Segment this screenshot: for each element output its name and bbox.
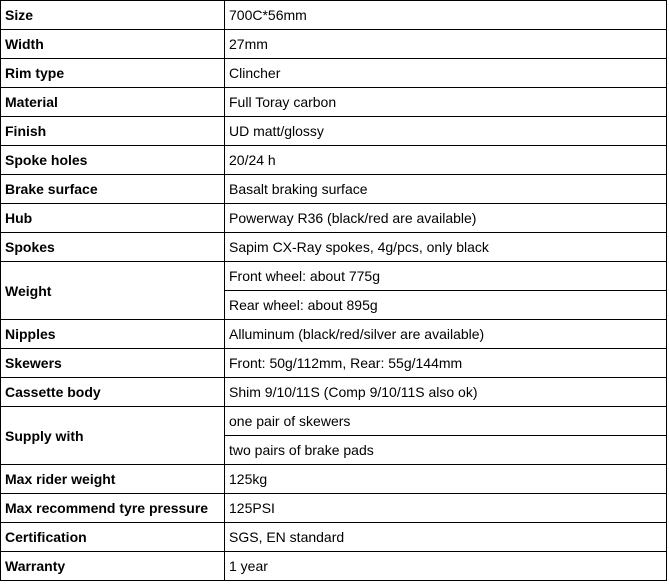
spec-label: Size (1, 1, 225, 30)
spec-value: 27mm (225, 30, 667, 59)
spec-label: Certification (1, 523, 225, 552)
spec-value: 125PSI (225, 494, 667, 523)
spec-label: Width (1, 30, 225, 59)
table-row (1, 552, 667, 581)
table-row (1, 349, 667, 378)
table-row (1, 523, 667, 552)
spec-value: 125kg (225, 465, 667, 494)
spec-label: Cassette body (1, 378, 225, 407)
table-row (1, 117, 667, 146)
table-row (1, 146, 667, 175)
table-row (1, 262, 667, 291)
spec-value: one pair of skewers (225, 407, 667, 436)
spec-label: Finish (1, 117, 225, 146)
table-row (1, 1, 667, 30)
spec-label: Weight (1, 262, 225, 320)
spec-label: Nipples (1, 320, 225, 349)
spec-label: Max recommend tyre pressure (1, 494, 225, 523)
spec-value: 20/24 h (225, 146, 667, 175)
spec-value: UD matt/glossy (225, 117, 667, 146)
table-row (1, 494, 667, 523)
spec-value: Shim 9/10/11S (Comp 9/10/11S also ok) (225, 378, 667, 407)
spec-value: Powerway R36 (black/red are available) (225, 204, 667, 233)
spec-value: Rear wheel: about 895g (225, 291, 667, 320)
spec-label: Rim type (1, 59, 225, 88)
spec-value: Front: 50g/112mm, Rear: 55g/144mm (225, 349, 667, 378)
table-row (1, 378, 667, 407)
spec-label: Brake surface (1, 175, 225, 204)
spec-label: Max rider weight (1, 465, 225, 494)
table-row (1, 59, 667, 88)
spec-label: Warranty (1, 552, 225, 581)
spec-table-body (1, 1, 667, 581)
table-row (1, 175, 667, 204)
spec-value: Basalt braking surface (225, 175, 667, 204)
spec-value: two pairs of brake pads (225, 436, 667, 465)
spec-label: Material (1, 88, 225, 117)
spec-value: Alluminum (black/red/silver are available) (225, 320, 667, 349)
table-row (1, 320, 667, 349)
spec-label: Supply with (1, 407, 225, 465)
table-row (1, 233, 667, 262)
spec-label: Skewers (1, 349, 225, 378)
spec-value: Front wheel: about 775g (225, 262, 667, 291)
spec-value: Sapim CX-Ray spokes, 4g/pcs, only black (225, 233, 667, 262)
spec-label: Hub (1, 204, 225, 233)
spec-label: Spoke holes (1, 146, 225, 175)
spec-value: SGS, EN standard (225, 523, 667, 552)
table-row (1, 465, 667, 494)
table-row (1, 88, 667, 117)
table-row (1, 204, 667, 233)
table-row (1, 407, 667, 436)
spec-value: Full Toray carbon (225, 88, 667, 117)
spec-value: Clincher (225, 59, 667, 88)
spec-label: Spokes (1, 233, 225, 262)
spec-value: 700C*56mm (225, 1, 667, 30)
table-row (1, 30, 667, 59)
spec-value: 1 year (225, 552, 667, 581)
